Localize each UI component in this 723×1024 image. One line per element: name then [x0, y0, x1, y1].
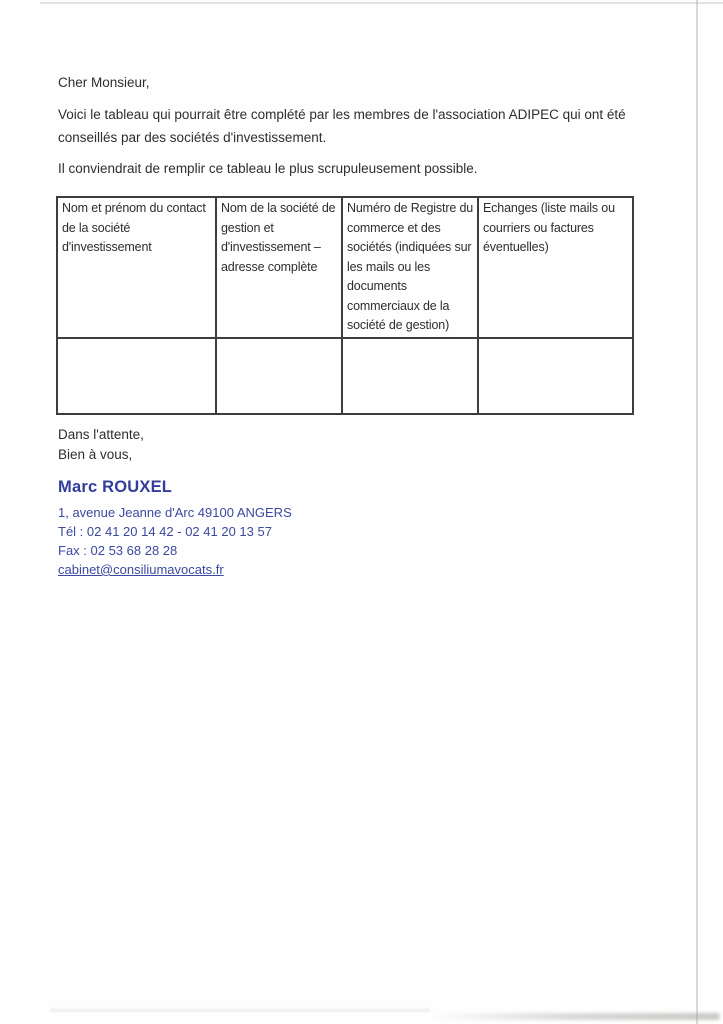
table-cell-contact-name [57, 338, 216, 414]
scan-artifact-bottom-smudge [430, 1013, 720, 1020]
signature-email-link[interactable]: cabinet@consiliumavocats.fr [58, 562, 224, 577]
table-cell-company-name [216, 338, 342, 414]
letter-paragraph-intro [58, 103, 718, 149]
signature-phone: Tél : 02 41 20 14 42 - 02 41 20 13 57 [58, 524, 272, 539]
table-header-contact-name: Nom et prénom du contact de la société d'investissement [57, 197, 216, 338]
scan-artifact-bottom-line [50, 1009, 430, 1012]
table-header-company-name: Nom de la société de gestion et d'investissement – adresse complète [216, 197, 342, 338]
scan-artifact-right-line [696, 0, 698, 1024]
letter-paragraph-instruction: Il conviendrait de remplir ce tableau le plus scrupuleusement possible. [58, 161, 478, 176]
letter-closing [58, 425, 144, 465]
scan-artifact-top-line [40, 2, 723, 4]
contacts-table [56, 196, 634, 415]
table-header-exchanges: Echanges (liste mails ou courriers ou factures éventuelles) [478, 197, 633, 338]
table-row [57, 338, 633, 414]
closing-line-attente: Dans l'attente, [58, 427, 144, 442]
signature-block [58, 478, 292, 579]
signature-fax: Fax : 02 53 68 28 28 [58, 543, 178, 558]
table-cell-exchanges [478, 338, 633, 414]
table-cell-registry-number [342, 338, 478, 414]
closing-line-bien-a-vous: Bien à vous, [58, 447, 133, 462]
signature-address: 1, avenue Jeanne d'Arc 49100 ANGERS [58, 505, 292, 520]
letter-paragraph-intro-line2: conseillés par des sociétés d'investissement. [58, 130, 327, 145]
table-header-row [57, 197, 633, 338]
signature-name: Marc ROUXEL [58, 478, 173, 496]
letter-greeting: Cher Monsieur, [58, 75, 150, 90]
table-header-registry-number: Numéro de Registre du commerce et des sociétés (indiquées sur les mails ou les documents commerciaux de la société de gestion) [342, 197, 478, 338]
letter-paragraph-intro-line1: Voici le tableau qui pourrait être complété par les membres de l'association ADIPEC qui ont été [58, 107, 626, 122]
